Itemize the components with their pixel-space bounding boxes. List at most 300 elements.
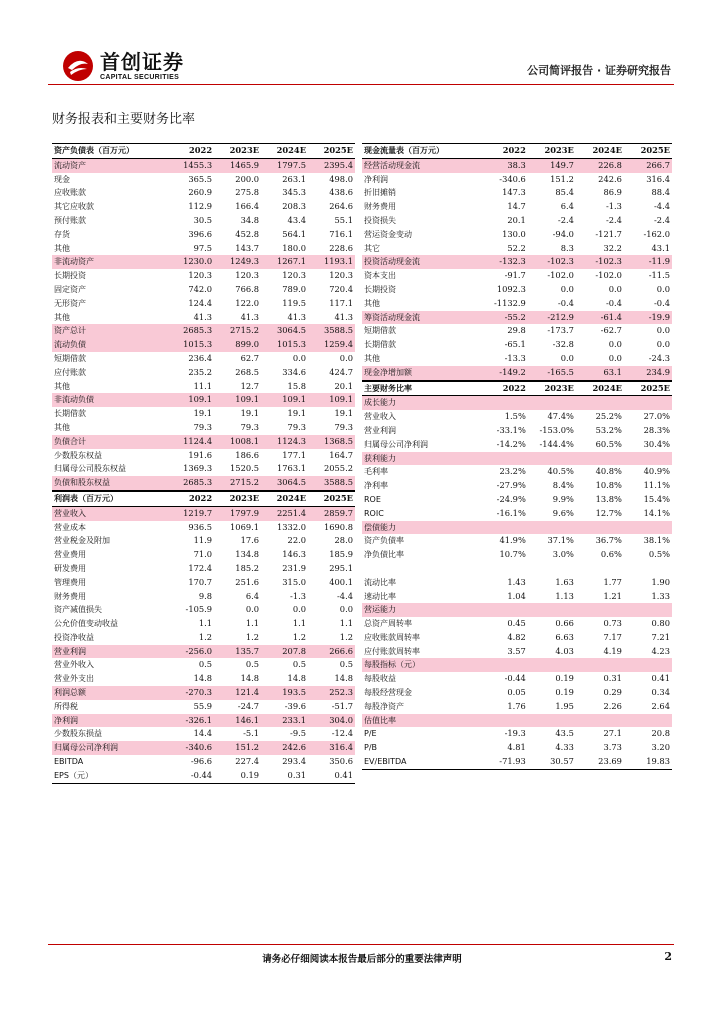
table-row <box>52 658 355 672</box>
table-row <box>362 283 672 297</box>
cell-value: 936.5 <box>188 521 213 532</box>
cell-value: 2251.4 <box>261 506 308 520</box>
cell-value: -0.44 <box>167 769 214 783</box>
table-row <box>362 700 672 714</box>
row-label: 应付账款周转率 <box>364 646 420 656</box>
row-label: 其它 <box>364 243 380 253</box>
table-row <box>362 410 672 424</box>
cell-value: 149.7 <box>528 158 576 172</box>
row-label: 折旧摊销 <box>364 188 396 198</box>
cell-value: 85.4 <box>555 187 574 198</box>
table-row <box>52 324 355 338</box>
cell-value: -51.7 <box>331 700 353 711</box>
cell-value: 1124.3 <box>261 435 308 449</box>
row-label: 短期借款 <box>364 326 396 336</box>
cell-value: 1015.3 <box>261 338 308 352</box>
cell-value: 0.19 <box>555 673 574 684</box>
cell-value: 6.4 <box>560 201 574 212</box>
balance-sheet-table <box>52 143 355 491</box>
cell-value: 1368.5 <box>308 435 355 449</box>
cell-value: 172.4 <box>188 562 213 573</box>
table-header-row <box>362 144 672 159</box>
cell-value: 119.5 <box>282 297 307 308</box>
cell-value: -2.4 <box>605 214 622 225</box>
cell-value: 304.0 <box>308 714 355 728</box>
row-label: 其他 <box>54 243 70 253</box>
table-row <box>52 769 355 783</box>
table-title: 主要财务比率 <box>362 381 480 396</box>
cell-value: 207.8 <box>261 645 308 659</box>
cell-value: 2.64 <box>651 700 670 711</box>
cell-value <box>624 658 672 672</box>
row-label: 管理费用 <box>54 577 86 587</box>
cell-value: 0.0 <box>608 352 622 363</box>
row-label: 总资产周转率 <box>364 619 412 629</box>
table-row <box>362 562 672 576</box>
cell-value: 185.2 <box>235 562 260 573</box>
table-row <box>362 741 672 755</box>
cell-value: -5.1 <box>243 728 260 739</box>
cell-value: 0.5 <box>245 659 260 670</box>
year-header: 2022 <box>480 144 528 159</box>
table-row <box>362 493 672 507</box>
row-label: 营业外支出 <box>54 674 94 684</box>
cell-value: 124.4 <box>188 297 213 308</box>
row-label: 财务费用 <box>364 202 396 212</box>
year-header: 2023E <box>528 381 576 396</box>
table-row <box>52 755 355 769</box>
row-label: 长期借款 <box>364 340 396 350</box>
cell-value: 334.6 <box>282 366 307 377</box>
cell-value: 14.8 <box>334 673 353 684</box>
cell-value: 20.1 <box>507 214 526 225</box>
table-row <box>52 338 355 352</box>
cell-value: 251.6 <box>235 576 260 587</box>
cell-value <box>480 562 528 576</box>
cell-value: 7.21 <box>651 631 670 642</box>
table-row <box>362 479 672 493</box>
cell-value: 79.3 <box>193 421 213 432</box>
cell-value: 0.80 <box>651 618 670 629</box>
table-row <box>52 255 355 269</box>
cell-value <box>528 714 576 728</box>
table-row <box>52 173 355 187</box>
table-row <box>52 283 355 297</box>
cell-value: 0.66 <box>555 618 574 629</box>
row-label <box>362 562 480 576</box>
cell-value: 2859.7 <box>308 506 355 520</box>
cell-value: 28.0 <box>334 535 353 546</box>
cell-value: 1.13 <box>555 590 574 601</box>
row-label: EBITDA <box>54 757 84 767</box>
row-label: 其他 <box>54 312 70 322</box>
cell-value: 14.8 <box>287 673 307 684</box>
table-header-row <box>52 491 355 506</box>
row-label: 利润总额 <box>52 686 167 700</box>
row-label: 应付账款 <box>54 367 86 377</box>
cell-value: 71.0 <box>193 549 213 560</box>
cell-value: -153.0% <box>539 424 574 435</box>
year-header: 2024E <box>576 381 624 396</box>
cell-value: -0.4 <box>654 297 670 308</box>
cell-value: -4.4 <box>654 201 670 212</box>
cell-value: 29.8 <box>507 325 526 336</box>
table-row <box>362 755 672 769</box>
row-label: 非流动负债 <box>52 393 167 407</box>
cell-value: 19.1 <box>334 408 353 419</box>
row-label: 长期借款 <box>54 409 86 419</box>
table-row <box>52 407 355 421</box>
table-row <box>362 186 672 200</box>
cell-value: 3.0% <box>552 549 574 560</box>
cell-value: 365.5 <box>188 173 213 184</box>
cell-value: 2685.3 <box>167 324 214 338</box>
cell-value: 1219.7 <box>167 506 214 520</box>
cell-value: 1193.1 <box>308 255 355 269</box>
table-row <box>52 214 355 228</box>
row-label: 营业税金及附加 <box>54 536 110 546</box>
cell-value: 0.0 <box>560 352 574 363</box>
cell-value: 0.0 <box>608 339 622 350</box>
cell-value: 452.8 <box>235 228 260 239</box>
table-row <box>362 424 672 438</box>
cell-value: -4.4 <box>337 590 353 601</box>
year-header: 2023E <box>214 144 261 159</box>
row-label: EPS（元） <box>52 769 167 783</box>
cell-value: 2715.2 <box>214 476 261 490</box>
cell-value: 4.19 <box>603 645 622 656</box>
cell-value: 208.3 <box>282 201 307 212</box>
financial-ratios-table <box>362 381 672 770</box>
cell-value: 0.31 <box>261 769 308 783</box>
cell-value: -71.93 <box>480 755 528 769</box>
row-label: 每股指标（元） <box>362 658 480 672</box>
cell-value: 1.2 <box>198 631 213 642</box>
brand-name-en: CAPITAL SECURITIES <box>100 73 180 81</box>
cell-value: -340.6 <box>499 173 526 184</box>
row-label: 营运资金变动 <box>364 229 412 239</box>
table-row <box>362 603 672 617</box>
table-row <box>362 548 672 562</box>
cell-value: 109.1 <box>261 393 308 407</box>
row-label: 应收账款周转率 <box>364 632 420 642</box>
cell-value: 0.19 <box>555 687 574 698</box>
year-header: 2023E <box>214 491 261 506</box>
cell-value: 32.2 <box>603 242 622 253</box>
legal-disclaimer: 请务必仔细阅读本报告最后部分的重要法律声明 <box>262 954 462 965</box>
cell-value: 41.3 <box>193 311 213 322</box>
row-label: EV/EBITDA <box>362 755 480 769</box>
cell-value: 170.7 <box>188 576 213 587</box>
cell-value: 1092.3 <box>496 283 526 294</box>
cell-value: 12.7 <box>240 380 260 391</box>
table-row <box>52 700 355 714</box>
cell-value: -165.5 <box>528 366 576 380</box>
cell-value: -0.4 <box>605 297 622 308</box>
cell-value: -62.7 <box>600 325 622 336</box>
cell-value: 2685.3 <box>167 476 214 490</box>
row-label: 净利润 <box>364 174 388 184</box>
cell-value: -2.4 <box>654 214 670 225</box>
table-row <box>52 158 355 172</box>
cell-value: 30.4% <box>643 438 670 449</box>
cell-value: 11.1 <box>193 380 213 391</box>
cell-value: 1.1 <box>198 618 213 629</box>
cell-value: 438.6 <box>329 187 353 198</box>
table-row <box>362 438 672 452</box>
cell-value: -11.5 <box>648 270 670 281</box>
cell-value: 295.1 <box>329 562 353 573</box>
cell-value: 0.5% <box>648 549 670 560</box>
cell-value: 1.1 <box>245 618 260 629</box>
table-row <box>52 686 355 700</box>
row-label: 估值比率 <box>362 714 480 728</box>
cell-value: 316.4 <box>646 173 670 184</box>
cell-value: -91.7 <box>504 270 526 281</box>
cell-value: 2395.4 <box>308 158 355 172</box>
table-row <box>362 214 672 228</box>
cell-value: 1.63 <box>555 576 574 587</box>
row-label: 公允价值变动收益 <box>54 619 118 629</box>
cell-value: 1267.1 <box>261 255 308 269</box>
row-label: 流动负债 <box>52 338 167 352</box>
cell-value: 233.1 <box>261 714 308 728</box>
cell-value: 6.63 <box>555 631 574 642</box>
table-row <box>362 173 672 187</box>
cell-value: 19.83 <box>624 755 672 769</box>
cell-value: 1.76 <box>507 700 526 711</box>
cell-value: 1797.9 <box>214 506 261 520</box>
row-label: 营业利润 <box>52 645 167 659</box>
cell-value: -65.1 <box>504 339 526 350</box>
row-label: 营业费用 <box>54 550 86 560</box>
row-label: 预付账款 <box>54 215 86 225</box>
cell-value: 242.6 <box>598 173 622 184</box>
cell-value: 345.3 <box>282 187 307 198</box>
table-row <box>362 521 672 535</box>
cell-value <box>624 714 672 728</box>
cell-value: 1.1 <box>292 618 307 629</box>
cell-value: 234.9 <box>624 366 672 380</box>
cell-value: 151.2 <box>550 173 574 184</box>
cell-value: 4.82 <box>507 631 526 642</box>
row-label: 获利能力 <box>362 452 480 466</box>
cell-value: 1230.0 <box>167 255 214 269</box>
cell-value: 3.20 <box>651 742 670 753</box>
cell-value: 53.2% <box>595 424 622 435</box>
cell-value: -102.3 <box>576 255 624 269</box>
table-row <box>52 590 355 604</box>
cell-value: -149.2 <box>480 366 528 380</box>
cell-value: 1008.1 <box>214 435 261 449</box>
capital-securities-logo-icon <box>62 50 94 82</box>
table-row <box>52 228 355 242</box>
cell-value: 7.17 <box>603 631 622 642</box>
table-header-row <box>52 144 355 159</box>
row-label: 投资损失 <box>364 215 396 225</box>
cell-value: 9.6% <box>552 507 574 518</box>
cell-value: 564.1 <box>282 228 307 239</box>
cell-value: 41.9% <box>499 535 526 546</box>
cell-value: 3588.5 <box>308 476 355 490</box>
cell-value: -173.7 <box>547 325 574 336</box>
cell-value: 43.4 <box>287 214 307 225</box>
header-divider <box>48 84 674 85</box>
row-label: 资产负债率 <box>364 536 404 546</box>
cell-value: -0.4 <box>557 297 574 308</box>
cell-value: 22.0 <box>287 535 307 546</box>
table-row <box>362 242 672 256</box>
cell-value: 0.0 <box>339 352 353 363</box>
cell-value: 11.9 <box>193 535 213 546</box>
cell-value: -33.1% <box>496 424 526 435</box>
cell-value: 3.57 <box>507 645 526 656</box>
footer-divider <box>48 944 674 945</box>
cell-value: 60.5% <box>595 438 622 449</box>
table-row <box>362 200 672 214</box>
row-label: 少数股东权益 <box>54 450 102 460</box>
cell-value: 4.23 <box>651 645 670 656</box>
cell-value: 266.7 <box>624 158 672 172</box>
table-row <box>52 534 355 548</box>
cell-value: -11.9 <box>624 255 672 269</box>
cell-value: 30.57 <box>528 755 576 769</box>
year-header: 2022 <box>167 491 214 506</box>
row-label: 归属母公司净利润 <box>364 439 428 449</box>
page-header <box>0 0 724 96</box>
row-label: ROE <box>364 494 381 504</box>
row-label: 资产总计 <box>52 324 167 338</box>
row-label: 存货 <box>54 229 70 239</box>
cell-value <box>624 562 672 576</box>
table-row <box>52 714 355 728</box>
cell-value: 14.8 <box>193 673 213 684</box>
cell-value: 350.6 <box>329 756 353 767</box>
cell-value: 200.0 <box>235 173 260 184</box>
row-label: 长期投资 <box>54 271 86 281</box>
table-row <box>362 366 672 380</box>
cell-value: -12.4 <box>331 728 353 739</box>
cell-value: 13.8% <box>595 493 622 504</box>
cell-value <box>528 396 576 410</box>
row-label: 净利润 <box>52 714 167 728</box>
row-label: 研发费用 <box>54 563 86 573</box>
row-label: 营业利润 <box>364 425 396 435</box>
cell-value: 1520.5 <box>230 463 260 474</box>
cell-value: 36.7% <box>595 535 622 546</box>
table-row <box>52 741 355 755</box>
cell-value: -326.1 <box>167 714 214 728</box>
cell-value: 1.04 <box>507 590 526 601</box>
cell-value <box>528 562 576 576</box>
cell-value: -14.2% <box>496 438 526 449</box>
cell-value <box>480 452 528 466</box>
cell-value: -16.1% <box>496 507 526 518</box>
table-row <box>362 617 672 631</box>
cell-value: 1015.3 <box>167 338 214 352</box>
cell-value: 0.0 <box>292 352 307 363</box>
cell-value: -144.4% <box>539 438 574 449</box>
cell-value: -96.6 <box>190 756 213 767</box>
cell-value: 43.5 <box>555 728 574 739</box>
cell-value: 275.8 <box>235 187 260 198</box>
cell-value <box>480 603 528 617</box>
row-label: 其他 <box>364 298 380 308</box>
cell-value: -256.0 <box>167 645 214 659</box>
cell-value: 15.8 <box>287 380 307 391</box>
table-row <box>362 352 672 366</box>
cell-value: 20.1 <box>334 380 353 391</box>
table-row <box>52 548 355 562</box>
cell-value: 62.7 <box>240 352 260 363</box>
cell-value: 899.0 <box>214 338 261 352</box>
row-label: 应收账款 <box>54 188 86 198</box>
table-row <box>52 393 355 407</box>
cell-value: 236.4 <box>188 352 213 363</box>
cell-value <box>528 658 576 672</box>
cell-value <box>528 521 576 535</box>
cell-value: 498.0 <box>329 173 353 184</box>
year-header: 2024E <box>261 491 308 506</box>
cell-value <box>528 603 576 617</box>
cell-value: 55.9 <box>193 700 213 711</box>
cell-value: 55.1 <box>334 214 353 225</box>
year-header: 2022 <box>167 144 214 159</box>
cell-value: 242.6 <box>261 741 308 755</box>
cell-value: 231.9 <box>282 562 307 573</box>
cell-value: 112.9 <box>188 201 213 212</box>
table-row <box>362 672 672 686</box>
cell-value: -24.7 <box>237 700 260 711</box>
cell-value: 43.1 <box>651 242 670 253</box>
cell-value: 1.90 <box>651 576 670 587</box>
year-header: 2025E <box>624 144 672 159</box>
cell-value: 122.0 <box>235 297 260 308</box>
cell-value: -1.3 <box>290 590 307 601</box>
row-label: 净利率 <box>364 481 388 491</box>
income-statement-table <box>52 491 355 784</box>
table-row <box>52 200 355 214</box>
cell-value: -121.7 <box>595 228 622 239</box>
row-label: 其它应收款 <box>54 202 94 212</box>
cell-value: 268.5 <box>235 366 260 377</box>
cell-value: 17.6 <box>240 535 260 546</box>
row-label: 营业外收入 <box>54 660 94 670</box>
cell-value: 9.9% <box>552 493 574 504</box>
table-row <box>52 449 355 463</box>
table-row <box>362 269 672 283</box>
row-label: 净负债比率 <box>364 550 404 560</box>
row-label: 资本支出 <box>364 271 396 281</box>
cell-value: 2.26 <box>603 700 622 711</box>
cell-value: -0.44 <box>504 673 526 684</box>
cell-value: 0.0 <box>656 339 670 350</box>
table-row <box>362 507 672 521</box>
cell-value: 400.1 <box>329 576 353 587</box>
cell-value: 396.6 <box>188 228 213 239</box>
table-row <box>362 396 672 410</box>
cell-value: -24.3 <box>648 352 670 363</box>
cell-value: -1132.9 <box>494 297 526 308</box>
cell-value: 742.0 <box>188 283 213 294</box>
cell-value: 41.3 <box>334 311 353 322</box>
table-row <box>362 645 672 659</box>
row-label: 投资净收益 <box>54 632 94 642</box>
row-label: 所得税 <box>54 701 78 711</box>
cell-value: 1259.4 <box>308 338 355 352</box>
cell-value: 266.6 <box>308 645 355 659</box>
cell-value <box>528 452 576 466</box>
